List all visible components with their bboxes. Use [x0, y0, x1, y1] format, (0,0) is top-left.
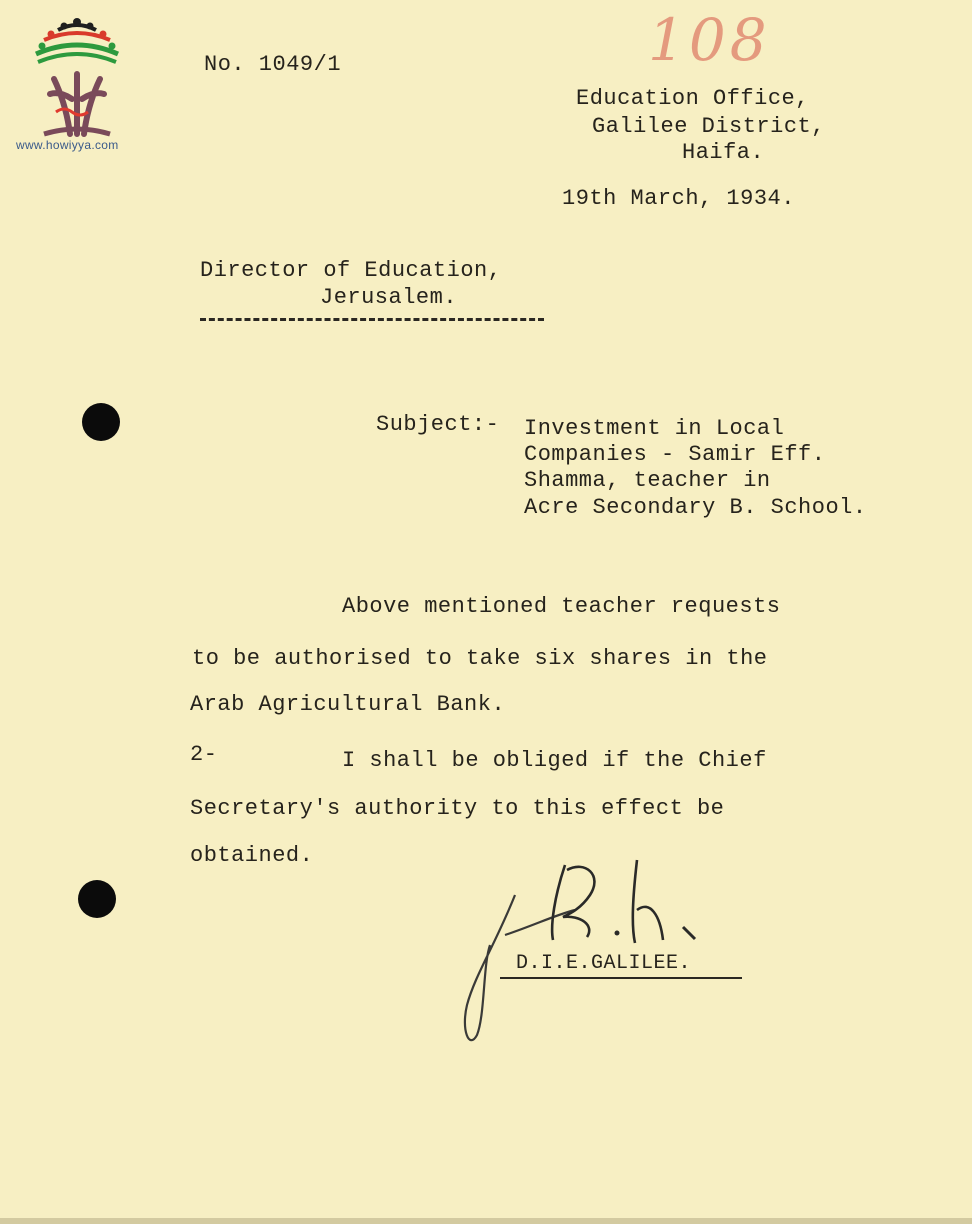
sender-city: Haifa.	[682, 140, 765, 165]
subject-label: Subject:-	[376, 412, 500, 437]
subject-line: Companies - Samir Eff.	[524, 442, 826, 467]
howiyya-logo-icon	[14, 14, 140, 154]
body-line: I shall be obliged if the Chief	[342, 748, 767, 773]
body-line: Above mentioned teacher requests	[342, 594, 781, 619]
punch-hole	[78, 880, 116, 918]
sender-office: Education Office,	[576, 86, 809, 111]
body-line: obtained.	[190, 843, 314, 868]
logo-url[interactable]: www.howiyya.com	[16, 138, 119, 152]
body-line: Arab Agricultural Bank.	[190, 692, 506, 717]
paragraph-number: 2-	[190, 742, 218, 767]
punch-hole	[82, 403, 120, 441]
page-number: 108	[648, 6, 771, 74]
page-bottom-edge	[0, 1218, 972, 1224]
recipient-title: Director of Education,	[200, 258, 502, 283]
body-line: Secretary's authority to this effect be	[190, 796, 725, 821]
recipient-city: Jerusalem.	[320, 285, 458, 310]
reference-number: No. 1049/1	[204, 52, 342, 77]
address-divider	[200, 318, 544, 321]
subject-line: Shamma, teacher in	[524, 468, 771, 493]
body-line: to be authorised to take six shares in the	[192, 646, 768, 671]
subject-line: Acre Secondary B. School.	[524, 495, 867, 520]
letter-date: 19th March, 1934.	[562, 186, 795, 211]
signatory-name: D.I.E.GALILEE.	[516, 952, 692, 975]
sender-district: Galilee District,	[592, 114, 825, 139]
signature-underline	[500, 977, 742, 979]
subject-line: Investment in Local	[524, 416, 785, 441]
